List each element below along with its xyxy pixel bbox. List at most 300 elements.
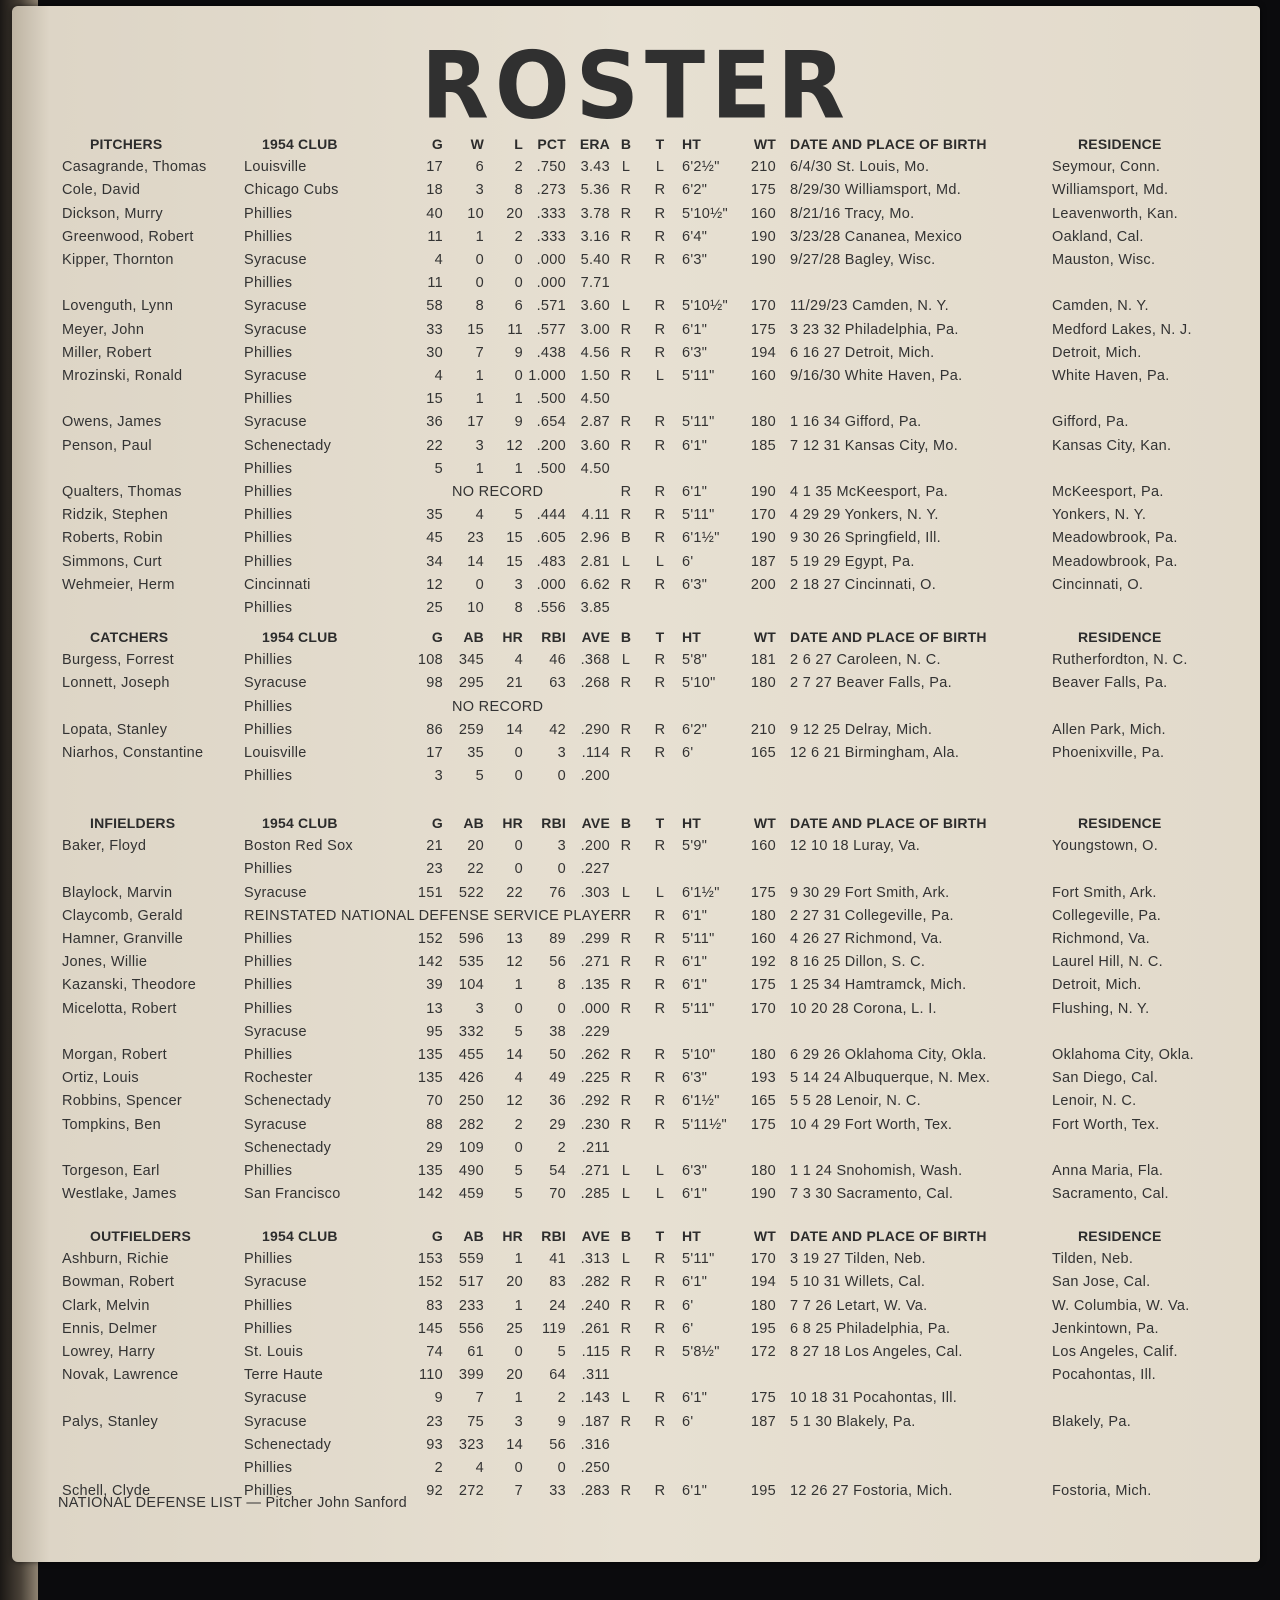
stat-pct: .654 xyxy=(536,414,566,431)
infielders-col-header: AB xyxy=(463,815,484,831)
stat-ab: 259 xyxy=(458,721,484,738)
outfielders-col-header: AB xyxy=(463,1228,484,1244)
player-club: Syracuse xyxy=(244,252,307,268)
height: 5'9" xyxy=(682,838,708,855)
height: 6'1½" xyxy=(682,884,720,901)
stat-g: 36 xyxy=(426,414,443,431)
weight: 180 xyxy=(750,1047,776,1063)
outfielders-col-header: OUTFIELDERS xyxy=(90,1228,191,1244)
stat-era: 3.43 xyxy=(580,159,610,176)
player-club: Boston Red Sox xyxy=(244,838,353,855)
stat-ave: .225 xyxy=(580,1070,610,1087)
stat-era: 4.50 xyxy=(580,460,610,477)
stat-g: 152 xyxy=(417,1274,443,1291)
stat-w: 0 xyxy=(475,252,484,268)
stat-rbi: 38 xyxy=(549,1023,566,1040)
height: 5'10½" xyxy=(682,298,729,315)
stat-g: 142 xyxy=(417,1186,443,1203)
player-club: Louisville xyxy=(244,745,307,761)
player-club: Phillies xyxy=(244,484,293,500)
player-club: Schenectady xyxy=(244,1093,332,1110)
stat-g: 145 xyxy=(417,1320,443,1337)
stat-hr: 7 xyxy=(514,1483,523,1500)
weight: 195 xyxy=(750,1320,776,1337)
stat-l: 3 xyxy=(514,576,523,593)
stat-g: 23 xyxy=(426,861,443,878)
stat-ave: .292 xyxy=(580,1093,610,1110)
table-row xyxy=(12,391,1260,413)
stat-g: 4 xyxy=(434,252,443,268)
infielders-col-header: WT xyxy=(753,815,776,831)
table-row xyxy=(12,722,1260,744)
bats: R xyxy=(620,1274,632,1291)
table-row xyxy=(12,484,1260,506)
stat-l: 20 xyxy=(506,205,523,222)
infielders-header xyxy=(12,815,1260,837)
throws: R xyxy=(654,1483,666,1500)
stat-l: 11 xyxy=(507,321,523,338)
stat-pct: .571 xyxy=(536,298,566,315)
bats: R xyxy=(620,321,632,338)
stat-ave: .268 xyxy=(580,675,610,692)
player-name: Niarhos, Constantine xyxy=(62,745,204,761)
player-name: Lovenguth, Lynn xyxy=(62,298,174,315)
stat-l: 0 xyxy=(514,275,523,292)
stat-era: 6.62 xyxy=(580,576,610,593)
throws: R xyxy=(654,1413,666,1430)
stat-ave: .211 xyxy=(581,1139,610,1156)
stat-era: 3.16 xyxy=(580,228,610,245)
weight: 210 xyxy=(750,159,776,176)
throws: R xyxy=(654,1000,666,1017)
page-title: ROSTER xyxy=(421,31,851,140)
stat-ave: .200 xyxy=(580,768,610,785)
table-row xyxy=(12,461,1260,483)
bats: L xyxy=(621,1390,631,1407)
table-row xyxy=(12,699,1260,721)
height: 6'1" xyxy=(682,1390,708,1407)
table-row xyxy=(12,908,1260,930)
player-club: Phillies xyxy=(244,721,293,738)
stat-w: 1 xyxy=(475,368,484,384)
stat-hr: 0 xyxy=(514,861,523,878)
stat-g: 3 xyxy=(434,768,443,785)
stat-l: 8 xyxy=(514,600,523,616)
height: 6'3" xyxy=(682,1163,708,1179)
bats: R xyxy=(620,931,632,947)
throws: R xyxy=(654,954,666,971)
player-name: Casagrande, Thomas xyxy=(62,159,207,176)
throws: R xyxy=(654,931,666,947)
throws: R xyxy=(654,907,666,924)
pitchers-col-header: RESIDENCE xyxy=(1078,136,1162,152)
player-club: Syracuse xyxy=(244,1413,307,1430)
stat-pct: .750 xyxy=(536,159,566,176)
pitchers-col-header: T xyxy=(655,136,665,152)
height: 6'1" xyxy=(682,321,708,338)
stat-hr: 13 xyxy=(506,931,523,947)
stat-ave: .261 xyxy=(580,1320,610,1337)
bats: R xyxy=(620,344,632,361)
stat-g: 74 xyxy=(426,1344,443,1360)
birth-date-place: 9 30 29 Fort Smith, Ark. xyxy=(790,884,950,901)
residence: Yonkers, N. Y. xyxy=(1052,507,1147,524)
stat-pct: .577 xyxy=(536,321,566,338)
birth-date-place: 7 3 30 Sacramento, Cal. xyxy=(790,1186,954,1203)
weight: 170 xyxy=(750,1251,776,1268)
stat-pct: .500 xyxy=(536,391,566,408)
height: 6' xyxy=(682,1297,694,1314)
stat-ab: 295 xyxy=(458,675,484,692)
height: 6'1" xyxy=(682,907,708,924)
stat-ab: 35 xyxy=(467,745,484,761)
bats: L xyxy=(621,884,631,901)
stat-ave: .135 xyxy=(580,977,610,994)
player-club: Syracuse xyxy=(244,321,307,338)
height: 6'1" xyxy=(682,977,708,994)
table-row xyxy=(12,1047,1260,1069)
stat-hr: 0 xyxy=(514,768,523,785)
stat-ave: .299 xyxy=(580,931,610,947)
stat-ab: 517 xyxy=(458,1274,484,1291)
pitchers-col-header: B xyxy=(620,136,632,152)
table-row xyxy=(12,414,1260,436)
infielders-col-header: T xyxy=(655,815,665,831)
bats: L xyxy=(621,1251,631,1268)
throws: R xyxy=(654,1297,666,1314)
residence: McKeesport, Pa. xyxy=(1052,484,1164,500)
stat-hr: 20 xyxy=(506,1367,523,1384)
player-club: Rochester xyxy=(244,1070,313,1087)
stat-hr: 20 xyxy=(506,1274,523,1291)
stat-g: 9 xyxy=(434,1390,443,1407)
bats: R xyxy=(620,977,632,994)
stat-rbi: 3 xyxy=(557,838,566,855)
roster-page xyxy=(12,6,1260,1562)
weight: 175 xyxy=(750,182,776,199)
stat-g: 17 xyxy=(426,159,443,176)
catchers-col-header: HR xyxy=(502,629,523,645)
weight: 192 xyxy=(750,954,776,971)
stat-rbi: 0 xyxy=(557,1000,566,1017)
table-row xyxy=(12,322,1260,344)
stat-ab: 3 xyxy=(475,1000,484,1017)
weight: 180 xyxy=(750,1163,776,1179)
pitchers-col-header: HT xyxy=(682,136,702,152)
throws: L xyxy=(655,553,665,570)
stat-g: 15 xyxy=(426,391,443,408)
infielders-col-header: RBI xyxy=(541,815,566,831)
weight: 170 xyxy=(750,298,776,315)
height: 5'11" xyxy=(682,1000,715,1017)
infielders-col-header: RESIDENCE xyxy=(1078,815,1162,831)
stat-hr: 0 xyxy=(514,838,523,855)
player-club: Phillies xyxy=(244,600,293,616)
stat-ave: .240 xyxy=(580,1297,610,1314)
player-name: Mrozinski, Ronald xyxy=(62,368,183,384)
stat-hr: 14 xyxy=(506,721,523,738)
stat-g: 152 xyxy=(417,931,443,947)
height: 6'1½" xyxy=(682,530,720,547)
birth-date-place: 7 7 26 Letart, W. Va. xyxy=(790,1297,928,1314)
player-club: REINSTATED NATIONAL DEFENSE SERVICE PLAYER xyxy=(244,907,622,924)
height: 6'3" xyxy=(682,252,708,268)
throws: R xyxy=(654,298,666,315)
stat-era: 5.36 xyxy=(580,182,610,199)
table-row xyxy=(12,1321,1260,1343)
infielders-col-header: B xyxy=(620,815,632,831)
stat-pct: .444 xyxy=(536,507,566,524)
bats: R xyxy=(620,675,632,692)
pitchers-col-header: PITCHERS xyxy=(90,136,163,152)
stat-l: 2 xyxy=(514,228,523,245)
stat-ave: .290 xyxy=(580,721,610,738)
table-row xyxy=(12,768,1260,790)
pitchers-header xyxy=(12,136,1260,158)
stat-ab: 109 xyxy=(458,1139,484,1156)
residence: Kansas City, Kan. xyxy=(1052,437,1172,454)
stat-w: 1 xyxy=(475,228,484,245)
infielders-col-header: 1954 CLUB xyxy=(262,815,338,831)
player-name: Penson, Paul xyxy=(62,437,152,454)
throws: R xyxy=(654,1320,666,1337)
throws: R xyxy=(654,1093,666,1110)
birth-date-place: 11/29/23 Camden, N. Y. xyxy=(790,298,949,315)
stat-rbi: 0 xyxy=(557,1460,566,1476)
stat-l: 1 xyxy=(514,460,523,477)
table-row xyxy=(12,1437,1260,1459)
throws: R xyxy=(654,1070,666,1087)
stat-g: 95 xyxy=(426,1023,443,1040)
player-club: Phillies xyxy=(244,977,293,994)
bats: R xyxy=(620,1116,632,1133)
outfielders-col-header: DATE AND PLACE OF BIRTH xyxy=(790,1228,987,1244)
player-club: Phillies xyxy=(244,1163,293,1179)
bats: R xyxy=(620,414,632,431)
stat-era: 3.00 xyxy=(580,321,610,338)
birth-date-place: 9/27/28 Bagley, Wisc. xyxy=(790,252,936,268)
stat-era: 4.50 xyxy=(580,391,610,408)
table-row xyxy=(12,1001,1260,1023)
player-club: Phillies xyxy=(244,530,293,547)
table-row xyxy=(12,885,1260,907)
stat-g: 2 xyxy=(434,1460,443,1476)
stat-ab: 559 xyxy=(458,1251,484,1268)
stat-ave: .230 xyxy=(580,1116,610,1133)
stat-g: 70 xyxy=(426,1093,443,1110)
bats: R xyxy=(620,1297,632,1314)
birth-date-place: 5 1 30 Blakely, Pa. xyxy=(790,1413,916,1430)
birth-date-place: 4 1 35 McKeesport, Pa. xyxy=(790,484,949,500)
residence: San Diego, Cal. xyxy=(1052,1070,1159,1087)
stat-era: 2.81 xyxy=(580,553,610,570)
stat-rbi: 36 xyxy=(549,1093,566,1110)
table-row xyxy=(12,298,1260,320)
birth-date-place: 5 14 24 Albuquerque, N. Mex. xyxy=(790,1070,991,1087)
birth-date-place: 5 10 31 Willets, Cal. xyxy=(790,1274,926,1291)
residence: Williamsport, Md. xyxy=(1052,182,1169,199)
stat-ab: 332 xyxy=(458,1023,484,1040)
infielders-col-header: HR xyxy=(502,815,523,831)
birth-date-place: 6/4/30 St. Louis, Mo. xyxy=(790,159,930,176)
player-name: Torgeson, Earl xyxy=(62,1163,160,1179)
stat-rbi: 56 xyxy=(549,954,566,971)
weight: 194 xyxy=(750,344,776,361)
stat-pct: .000 xyxy=(536,252,566,268)
stat-ab: 399 xyxy=(458,1367,484,1384)
height: 6'1" xyxy=(682,954,708,971)
stat-ave: .187 xyxy=(580,1413,610,1430)
table-row xyxy=(12,652,1260,674)
player-name: Morgan, Robert xyxy=(62,1047,167,1063)
player-club: Louisville xyxy=(244,159,307,176)
throws: R xyxy=(654,721,666,738)
stat-g: 11 xyxy=(427,275,443,292)
height: 6'2½" xyxy=(682,159,720,176)
bats: R xyxy=(620,838,632,855)
height: 6'3" xyxy=(682,1070,708,1087)
birth-date-place: 4 29 29 Yonkers, N. Y. xyxy=(790,507,939,524)
stat-rbi: 83 xyxy=(549,1274,566,1291)
stat-rbi: 0 xyxy=(557,861,566,878)
stat-hr: 0 xyxy=(514,1460,523,1476)
stat-ave: .316 xyxy=(580,1436,610,1453)
stat-rbi: 46 xyxy=(549,652,566,669)
stat-ab: 455 xyxy=(458,1047,484,1063)
birth-date-place: 1 1 24 Snohomish, Wash. xyxy=(790,1163,963,1179)
residence: Gifford, Pa. xyxy=(1052,414,1129,431)
weight: 187 xyxy=(750,1413,776,1430)
table-row xyxy=(12,1414,1260,1436)
outfielders-col-header: RESIDENCE xyxy=(1078,1228,1162,1244)
table-row xyxy=(12,1298,1260,1320)
weight: 185 xyxy=(750,437,776,454)
throws: L xyxy=(655,368,665,384)
height: 5'11" xyxy=(682,414,715,431)
table-row xyxy=(12,1163,1260,1185)
bats: R xyxy=(620,954,632,971)
pitchers-col-header: W xyxy=(470,136,484,152)
stat-g: 17 xyxy=(426,745,443,761)
stat-g: 39 xyxy=(426,977,443,994)
residence: Sacramento, Cal. xyxy=(1052,1186,1169,1203)
bats: R xyxy=(620,507,632,524)
stat-era: 3.85 xyxy=(580,600,610,616)
stat-era: 1.50 xyxy=(580,368,610,384)
stat-ab: 22 xyxy=(467,861,484,878)
player-club: Syracuse xyxy=(244,1390,307,1407)
stat-rbi: 49 xyxy=(549,1070,566,1087)
stat-g: 88 xyxy=(426,1116,443,1133)
player-name: Greenwood, Robert xyxy=(62,228,194,245)
height: 6'3" xyxy=(682,344,708,361)
table-row xyxy=(12,838,1260,860)
birth-date-place: 1 16 34 Gifford, Pa. xyxy=(790,414,922,431)
outfielders-col-header: WT xyxy=(753,1228,776,1244)
stat-pct: .333 xyxy=(536,205,566,222)
stat-ab: 426 xyxy=(458,1070,484,1087)
residence: Richmond, Va. xyxy=(1052,931,1150,947)
birth-date-place: 2 6 27 Caroleen, N. C. xyxy=(790,652,941,669)
stat-hr: 21 xyxy=(506,675,523,692)
stat-rbi: 119 xyxy=(541,1320,566,1337)
stat-rbi: 42 xyxy=(549,721,566,738)
bats: R xyxy=(620,205,632,222)
stat-g: 30 xyxy=(426,344,443,361)
stat-rbi: 64 xyxy=(549,1367,566,1384)
throws: R xyxy=(654,414,666,431)
player-name: Baker, Floyd xyxy=(62,838,147,855)
stat-hr: 5 xyxy=(514,1186,523,1203)
player-club: Phillies xyxy=(244,652,293,669)
player-name: Clark, Melvin xyxy=(62,1297,150,1314)
bats: B xyxy=(621,530,631,547)
residence: White Haven, Pa. xyxy=(1052,368,1170,384)
table-row xyxy=(12,745,1260,767)
stat-rbi: 54 xyxy=(549,1163,566,1179)
player-club: Chicago Cubs xyxy=(244,182,339,199)
height: 5'11" xyxy=(682,1251,715,1268)
stat-ave: .200 xyxy=(580,838,610,855)
outfielders-header xyxy=(12,1228,1260,1250)
player-club: Schenectady xyxy=(244,437,332,454)
residence: Meadowbrook, Pa. xyxy=(1052,530,1178,547)
player-club: Phillies xyxy=(244,931,293,947)
height: 6' xyxy=(682,1320,694,1337)
weight: 175 xyxy=(750,977,776,994)
catchers-col-header: AVE xyxy=(581,629,610,645)
stat-era: 2.96 xyxy=(580,530,610,547)
bats: R xyxy=(620,368,632,384)
catchers-col-header: HT xyxy=(682,629,702,645)
stat-pct: .273 xyxy=(536,182,566,199)
birth-date-place: 6 16 27 Detroit, Mich. xyxy=(790,344,935,361)
table-row xyxy=(12,1274,1260,1296)
pitchers-col-header: PCT xyxy=(537,136,566,152)
birth-date-place: 12 6 21 Birmingham, Ala. xyxy=(790,745,960,761)
table-row xyxy=(12,861,1260,883)
catchers-header xyxy=(12,629,1260,651)
stat-g: 98 xyxy=(426,675,443,692)
player-club: Syracuse xyxy=(244,1023,307,1040)
player-name: Ortiz, Louis xyxy=(62,1070,139,1087)
weight: 210 xyxy=(750,721,776,738)
table-row xyxy=(12,275,1260,297)
stat-ab: 556 xyxy=(458,1320,484,1337)
stat-ab: 7 xyxy=(475,1390,484,1407)
pitchers-col-header: G xyxy=(431,136,443,152)
stat-w: 8 xyxy=(475,298,484,315)
height: 6'2" xyxy=(682,721,708,738)
player-club: Syracuse xyxy=(244,675,307,692)
stat-w: 17 xyxy=(467,414,484,431)
throws: R xyxy=(654,652,666,669)
stat-era: 3.60 xyxy=(580,437,610,454)
stat-pct: .556 xyxy=(536,600,566,616)
player-club: San Francisco xyxy=(244,1186,341,1203)
stat-g: 23 xyxy=(426,1413,443,1430)
catchers-col-header: T xyxy=(655,629,665,645)
national-defense-note: NATIONAL DEFENSE LIST — Pitcher John Sanford xyxy=(58,1495,407,1511)
throws: R xyxy=(654,745,666,761)
stat-ave: .115 xyxy=(581,1344,610,1360)
player-name: Micelotta, Robert xyxy=(62,1000,177,1017)
birth-date-place: 7 12 31 Kansas City, Mo. xyxy=(790,437,959,454)
player-club: Phillies xyxy=(244,861,293,878)
height: 5'11" xyxy=(682,507,715,524)
bats: R xyxy=(620,1344,632,1360)
stat-rbi: 89 xyxy=(549,931,566,947)
